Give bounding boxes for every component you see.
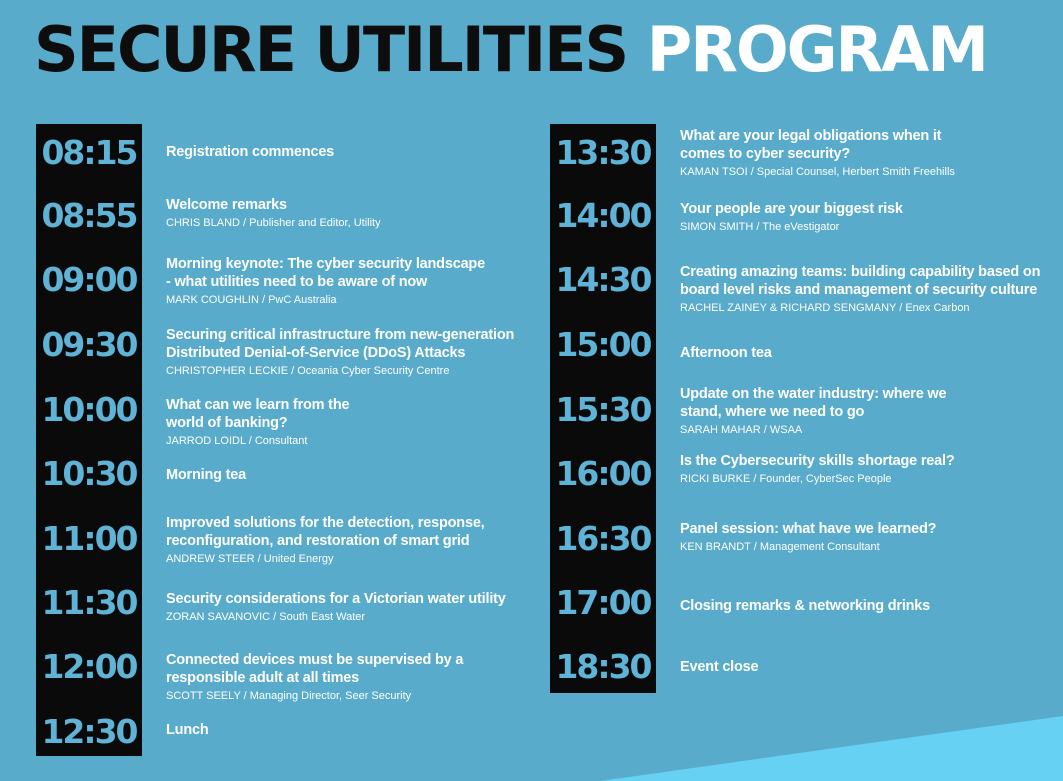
- session-speaker: RACHEL ZAINEY & RICHARD SENGMANY / Enex Carbon: [680, 302, 970, 314]
- session-title: Your people are your biggest risk: [680, 201, 903, 217]
- time-slot: 12:30: [41, 712, 137, 751]
- session-speaker: JARROD LOIDL / Consultant: [166, 435, 308, 447]
- session-title: Event close: [680, 659, 759, 675]
- time-slot: 16:00: [555, 454, 651, 493]
- page-title: [34, 14, 987, 86]
- time-slot: 14:30: [555, 260, 651, 299]
- title-dark-part: SECURE UTILITIES: [34, 13, 628, 86]
- session-speaker: MARK COUGHLIN / PwC Australia: [166, 294, 337, 306]
- session-item: [680, 597, 1063, 615]
- session-title: Panel session: what have we learned?: [680, 521, 937, 537]
- time-slot: 09:00: [41, 260, 137, 299]
- session-speaker: CHRIS BLAND / Publisher and Editor, Utility: [166, 217, 381, 229]
- session-item: [166, 651, 551, 703]
- session-title: Morning tea: [166, 467, 246, 483]
- session-item: [166, 196, 551, 230]
- session-title: Improved solutions for the detection, response, reconfiguration, and restoration of smart grid: [166, 515, 485, 549]
- session-title: Security considerations for a Victorian water utility: [166, 591, 506, 607]
- session-speaker: SIMON SMITH / The eVestigator: [680, 221, 840, 233]
- time-slot: 15:00: [555, 325, 651, 364]
- time-slot: 13:30: [555, 133, 651, 172]
- session-item: [680, 200, 1063, 234]
- session-speaker: KAMAN TSOI / Special Counsel, Herbert Smith Freehills: [680, 166, 955, 178]
- time-slot: 12:00: [41, 647, 137, 686]
- session-title: What are your legal obligations when it comes to cyber security?: [680, 128, 942, 162]
- time-slot: 08:15: [41, 133, 137, 172]
- session-item: [680, 127, 1063, 179]
- time-slot: 11:30: [41, 583, 137, 622]
- time-slot: 18:30: [555, 647, 651, 686]
- title-light-part: PROGRAM: [646, 13, 987, 86]
- session-title: Closing remarks & networking drinks: [680, 598, 931, 614]
- session-speaker: RICKI BURKE / Founder, CyberSec People: [680, 473, 892, 485]
- session-title: Afternoon tea: [680, 345, 772, 361]
- session-title: Connected devices must be supervised by a responsible adult at all times: [166, 652, 464, 686]
- time-slot: 10:30: [41, 454, 137, 493]
- session-item: [166, 326, 551, 378]
- session-item: [166, 396, 551, 448]
- session-item: [166, 466, 551, 484]
- session-item: [166, 721, 551, 739]
- session-item: [680, 344, 1063, 362]
- session-speaker: ANDREW STEER / United Energy: [166, 553, 334, 565]
- session-title: Lunch: [166, 722, 209, 738]
- time-slot: 11:00: [41, 519, 137, 558]
- time-slot: 09:30: [41, 325, 137, 364]
- session-speaker: SARAH MAHAR / WSAA: [680, 424, 803, 436]
- session-item: [680, 520, 1063, 554]
- session-item: [680, 263, 1063, 315]
- session-title: Creating amazing teams: building capability based on board level risks and management of security culture: [680, 264, 1041, 298]
- session-item: [166, 255, 551, 307]
- session-title: Registration commences: [166, 144, 335, 160]
- session-title: Securing critical infrastructure from new-generation Distributed Denial-of-Service (DDoS) Attacks: [166, 327, 515, 361]
- session-item: [680, 452, 1063, 486]
- time-slot: 15:30: [555, 390, 651, 429]
- session-title: Welcome remarks: [166, 197, 287, 213]
- time-slot: 08:55: [41, 196, 137, 235]
- session-item: [680, 658, 1063, 676]
- session-title: What can we learn from the world of banking?: [166, 397, 350, 431]
- session-speaker: CHRISTOPHER LECKIE / Oceania Cyber Security Centre: [166, 365, 450, 377]
- session-title: Morning keynote: The cyber security landscape - what utilities need to be aware of now: [166, 256, 485, 290]
- session-speaker: SCOTT SEELY / Managing Director, Seer Security: [166, 690, 412, 702]
- session-speaker: ZORAN SAVANOVIC / South East Water: [166, 611, 366, 623]
- session-item: [166, 514, 551, 566]
- time-slot: 14:00: [555, 196, 651, 235]
- session-speaker: KEN BRANDT / Management Consultant: [680, 541, 880, 553]
- session-item: [166, 143, 551, 161]
- time-slot: 17:00: [555, 583, 651, 622]
- session-item: [680, 385, 1063, 437]
- session-title: Update on the water industry: where we stand, where we need to go: [680, 386, 947, 420]
- session-title: Is the Cybersecurity skills shortage real?: [680, 453, 955, 469]
- session-item: [166, 590, 551, 624]
- time-slot: 10:00: [41, 390, 137, 429]
- time-slot: 16:30: [555, 519, 651, 558]
